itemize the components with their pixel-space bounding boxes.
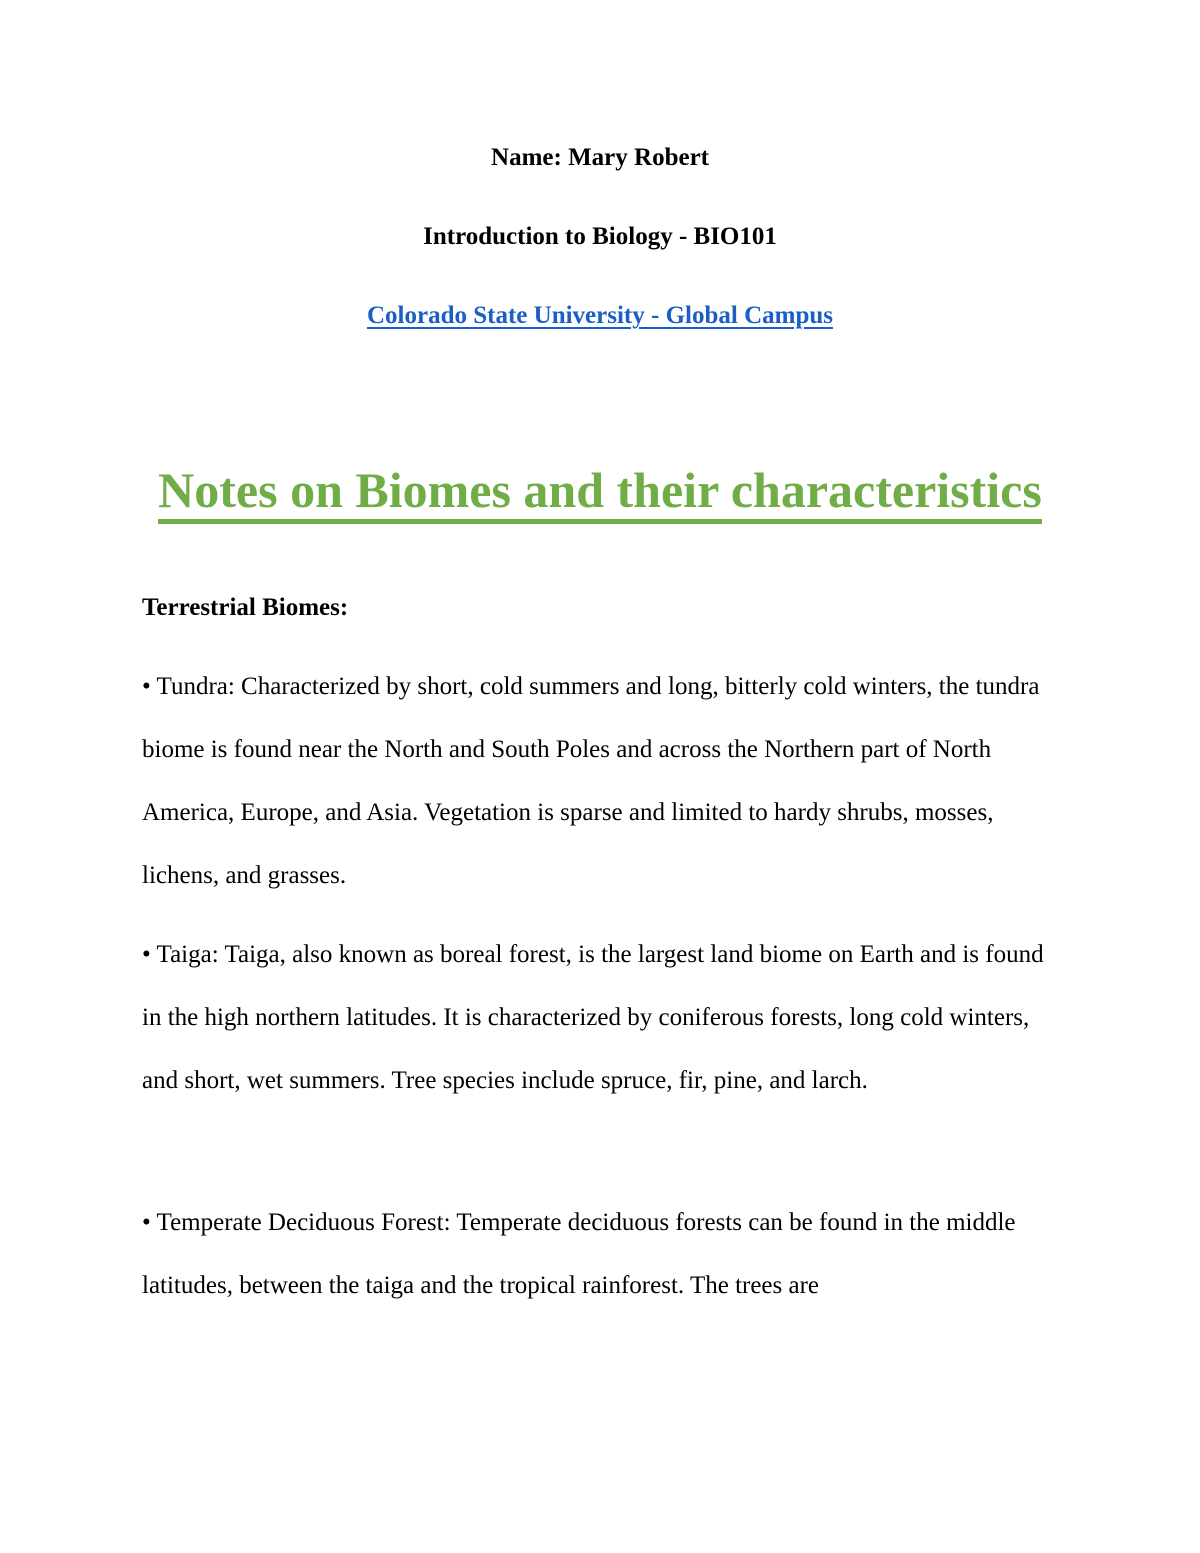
university-link[interactable]: Colorado State University - Global Campus — [367, 302, 833, 329]
paragraph-tundra: • Tundra: Characterized by short, cold summers and long, bitterly cold winters, the tundra biome is found near the North and South Poles and across the Northern part of North America, Europe, and Asia. Vegetation is sparse and limited to hardy shrubs, mosses, lichens, and grasses. — [142, 673, 1040, 889]
document-title: Notes on Biomes and their characteristics — [158, 461, 1042, 524]
paragraph-temperate-deciduous-forest: • Temperate Deciduous Forest: Temperate deciduous forests can be found in the middle latitudes, between the taiga and the tropical rainforest. The trees are — [142, 1209, 1016, 1299]
section-heading: Terrestrial Biomes: — [142, 594, 349, 621]
course-title: Introduction to Biology - BIO101 — [423, 223, 777, 250]
paragraph-taiga: • Taiga: Taiga, also known as boreal forest, is the largest land biome on Earth and is found in the high northern latitudes. It is characterized by coniferous forests, long cold winters, and short, wet summers. Tree species include spruce, fir, pine, and larch. — [142, 941, 1044, 1094]
document-title-wrapper — [0, 458, 1200, 524]
student-name: Name: Mary Robert — [491, 144, 709, 171]
